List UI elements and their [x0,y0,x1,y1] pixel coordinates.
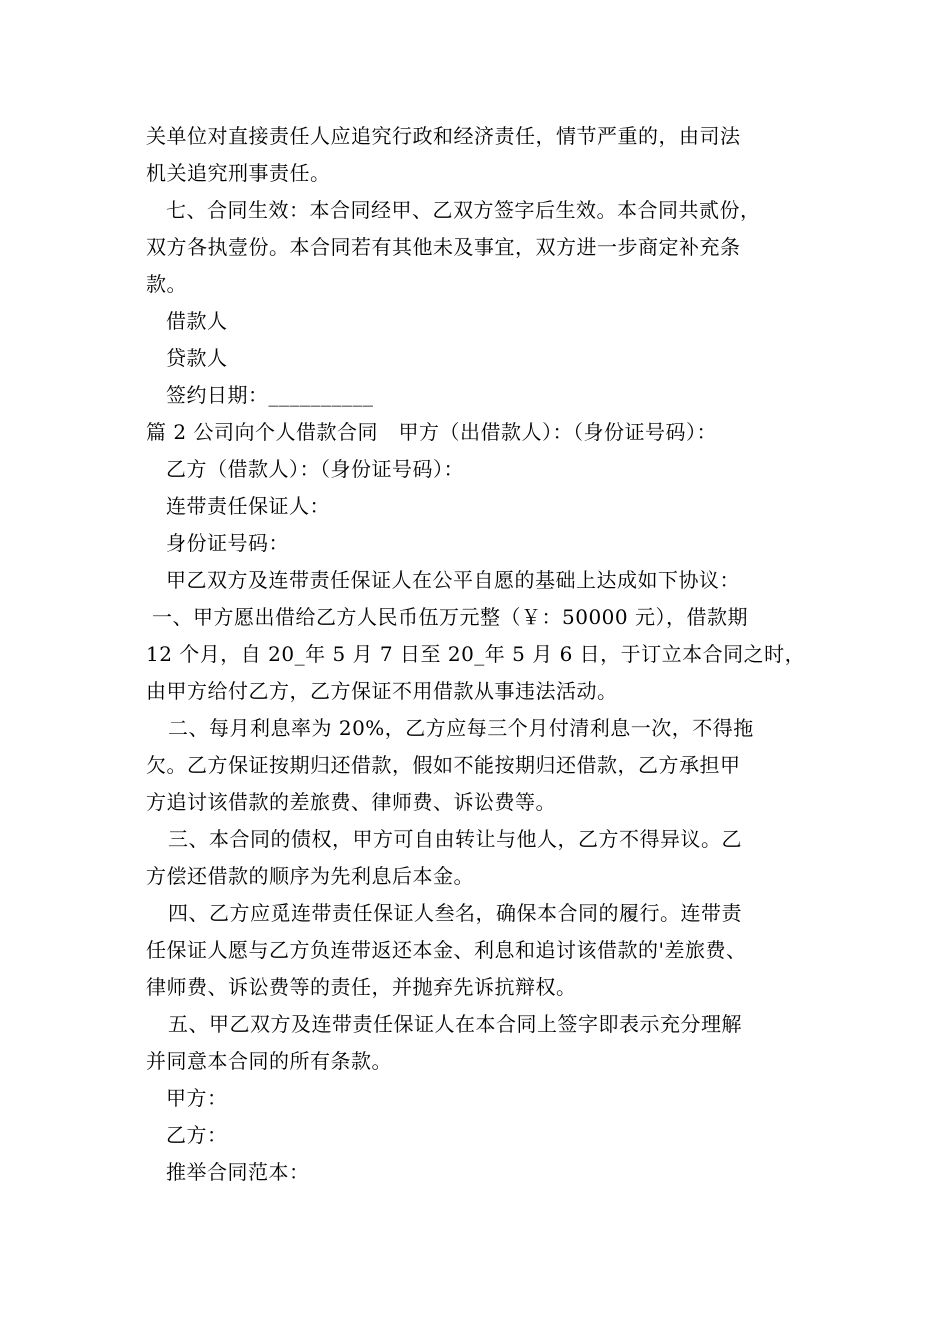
text-line: 方偿还借款的顺序为先利息后本金。 [146,864,474,888]
text-line: 由甲方给付乙方，乙方保证不用借款从事违法活动。 [146,679,618,703]
text-line: 律师费、诉讼费等的责任，并抛弃先诉抗辩权。 [146,975,577,999]
text-line: 机关追究刑事责任。 [146,161,331,185]
text-line: 任保证人愿与乙方负连带返还本金、利息和追讨该借款的'差旅费、 [146,938,747,962]
text-line: 借款人 [166,309,228,333]
text-line: 二、每月利息率为 20%，乙方应每三个月付清利息一次，不得拖 [168,716,754,740]
text-line: 方追讨该借款的差旅费、律师费、诉讼费等。 [146,790,556,814]
text-line: 推举合同范本： [166,1160,310,1184]
text-line: 贷款人 [166,346,228,370]
text-line: 乙方（借款人）：（身份证号码）： [166,457,464,481]
text-line: 三、本合同的债权，甲方可自由转让与他人，乙方不得异议。乙 [168,827,742,851]
text-line: 并同意本合同的所有条款。 [146,1049,392,1073]
text-line: 甲方： [166,1086,228,1110]
text-line: 七、合同生效：本合同经甲、乙双方签字后生效。本合同共贰份， [166,198,761,222]
text-line: 款。 [146,272,187,296]
text-line: 欠。乙方保证按期归还借款，假如不能按期归还借款，乙方承担甲 [146,753,741,777]
text-line: 甲乙双方及连带责任保证人在公平自愿的基础上达成如下协议： [166,568,740,592]
text-line: 签约日期：__________ [166,383,374,407]
text-line: 篇 2 公司向个人借款合同 甲方（出借款人）：（身份证号码）： [146,420,717,444]
text-line: 五、甲乙双方及连带责任保证人在本合同上签字即表示充分理解 [168,1012,742,1036]
text-line: 一、甲方愿出借给乙方人民币伍万元整（￥：50000 元），借款期 [152,605,748,629]
text-line: 12 个月，自 20_年 5 月 7 日至 20_年 5 月 6 日，于订立本合同之时， [146,642,806,666]
text-line: 双方各执壹份。本合同若有其他未及事宜，双方进一步商定补充条 [146,235,741,259]
text-line: 身份证号码： [166,531,289,555]
text-line: 四、乙方应觅连带责任保证人叁名，确保本合同的履行。连带责 [168,901,742,925]
text-line: 关单位对直接责任人应追究行政和经济责任，情节严重的，由司法 [146,124,741,148]
text-line: 连带责任保证人： [166,494,330,518]
text-line: 乙方： [166,1123,228,1147]
